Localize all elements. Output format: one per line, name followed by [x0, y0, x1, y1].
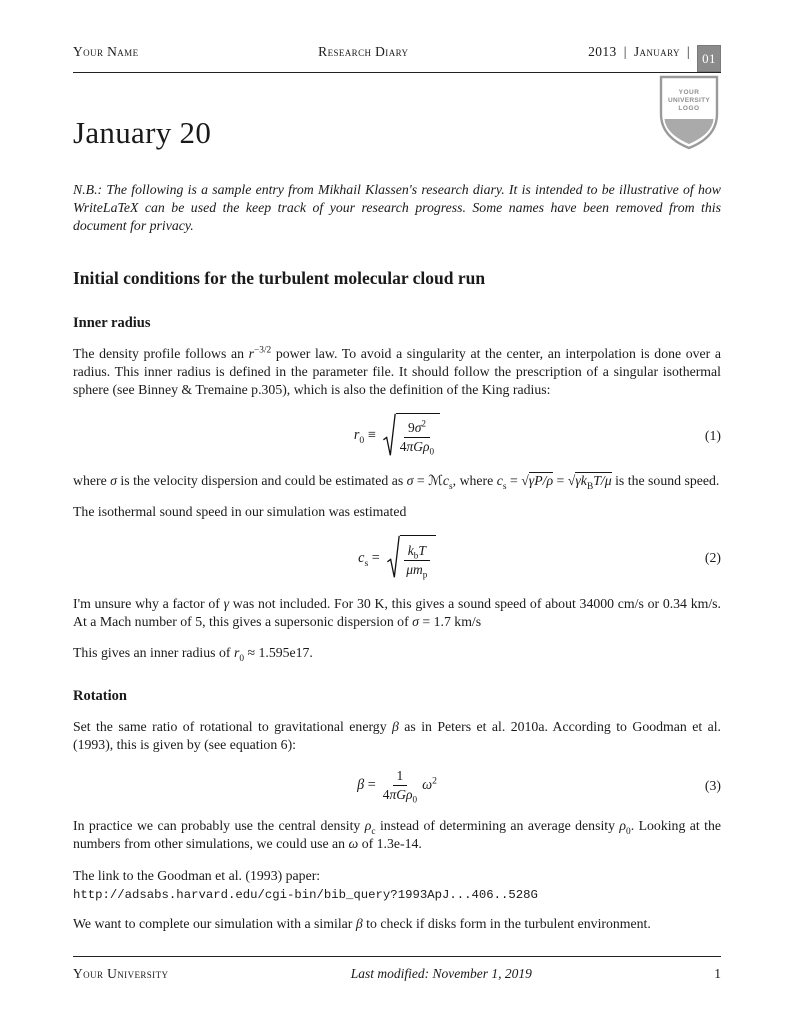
paragraph-central-density: In practice we can probably use the central density $\rho_c$ instead of determining an average density $\rho_0$. Looking at the numbers from other simulations, we could use an ω of 1.3e-14. [73, 818, 721, 852]
equation-1 [73, 413, 721, 459]
goodman-paper-link[interactable]: http://adsabs.harvard.edu/cgi-bin/bib_query?1993ApJ...406..528G [73, 888, 538, 903]
logo-text-line2: UNIVERSITY [667, 97, 711, 104]
header-date [588, 38, 721, 65]
equation-2 [73, 535, 721, 581]
eq1-radicand [396, 413, 440, 459]
university-logo [657, 74, 721, 152]
eq1-numerator: $9\sigma^2$ [404, 420, 430, 438]
header-doc-title: Research Diary [318, 43, 409, 59]
footer-last-modified: Last modified: November 1, 2019 [350, 966, 532, 981]
radical-sign-icon [387, 535, 400, 581]
eq2-lhs: $c_s$ = [358, 549, 380, 569]
eq3-fraction [383, 768, 417, 803]
eq2-denominator: $\mu m_p$ [406, 561, 428, 580]
eq1-lhs: $r_0$ ≡ [353, 427, 376, 446]
square-root [387, 535, 436, 581]
eq2-numerator: $k_bT$ [404, 543, 430, 561]
nb-note: N.B.: The following is a sample entry from Mikhail Klassen's research diary. It is intended to be illustrative of how WriteLaTeX can be used the keep track of your research progress. Some names have been removed from this document for privacy. [73, 182, 721, 234]
header-month: January [633, 43, 680, 59]
logo-text-line1: YOUR [678, 89, 700, 96]
eq1-fraction [400, 420, 434, 455]
header-author: Your Name [73, 43, 139, 59]
radical-sign-icon [383, 413, 396, 459]
header-separator: | [686, 43, 690, 59]
section-heading: Initial conditions for the turbulent molecular cloud run [73, 267, 486, 288]
header-year: 2013 [588, 43, 617, 59]
equation-3 [73, 768, 721, 803]
paragraph-velocity-dispersion: where σ is the velocity dispersion and could be estimated as σ = ℳc$_s$, where $c_s = √\gamma P/\rho = √\gamma k_BT/\mu$ is the sound speed. [73, 473, 720, 493]
paragraph-density-profile: The density profile follows an $r^{-3/2}$ power law. To avoid a singularity at the center, an interpolation is done over a radius. This inner radius is defined in the parameter file. It should follow the prescription of a singular isothermal sphere (see Binney & Tremaine p.305), which is also the definition of the King radius: [73, 345, 721, 397]
paragraph-isothermal: The isothermal sound speed in our simulation was estimated [73, 504, 407, 520]
paragraph-gamma-factor: I'm unsure why a factor of γ was not included. For 30 K, this gives a sound speed of about 34000 cm/s or 0.34 km/s. At a Mach number of 5, this gives a supersonic dispersion of σ = 1.7 km/s [73, 595, 721, 629]
paragraph-link-label: The link to the Goodman et al. (1993) paper: [73, 868, 321, 884]
footer-institution: Your University [73, 966, 169, 981]
eq3-lhs: β = [357, 777, 376, 794]
paragraph-inner-radius-value: This gives an inner radius of $r_0 \approx 1.595e17$. [73, 645, 313, 664]
paragraph-rotation-ratio: Set the same ratio of rotational to gravitational energy β as in Peters et al. 2010a. According to Goodman et al. (1993), this is given by (see equation 6): [73, 719, 721, 753]
page-header [73, 38, 721, 73]
equation-3-number: (3) [704, 777, 721, 793]
eq3-denominator: 4πGρ$_0$ [382, 787, 418, 805]
paragraph-conclusion: We want to complete our simulation with a similar β to check if disks form in the turbulent environment. [73, 916, 651, 932]
header-day-badge: 01 [697, 45, 721, 72]
entry-title: January 20 [73, 115, 212, 150]
eq3-rhs: $\omega^2$ [422, 775, 437, 794]
equation-2-number: (2) [704, 550, 721, 566]
header-separator: | [623, 43, 627, 59]
eq1-denominator: 4πGρ$_0$ [399, 439, 435, 457]
page-footer [73, 956, 721, 982]
eq2-radicand [400, 535, 436, 581]
eq3-numerator: 1 [393, 768, 408, 786]
subsection-rotation: Rotation [73, 688, 127, 705]
footer-page-number: 1 [714, 966, 721, 981]
eq2-fraction [404, 543, 430, 578]
square-root [383, 413, 440, 459]
equation-1-number: (1) [704, 427, 721, 443]
logo-text-line3: LOGO [678, 105, 700, 112]
subsection-inner-radius: Inner radius [73, 314, 151, 331]
